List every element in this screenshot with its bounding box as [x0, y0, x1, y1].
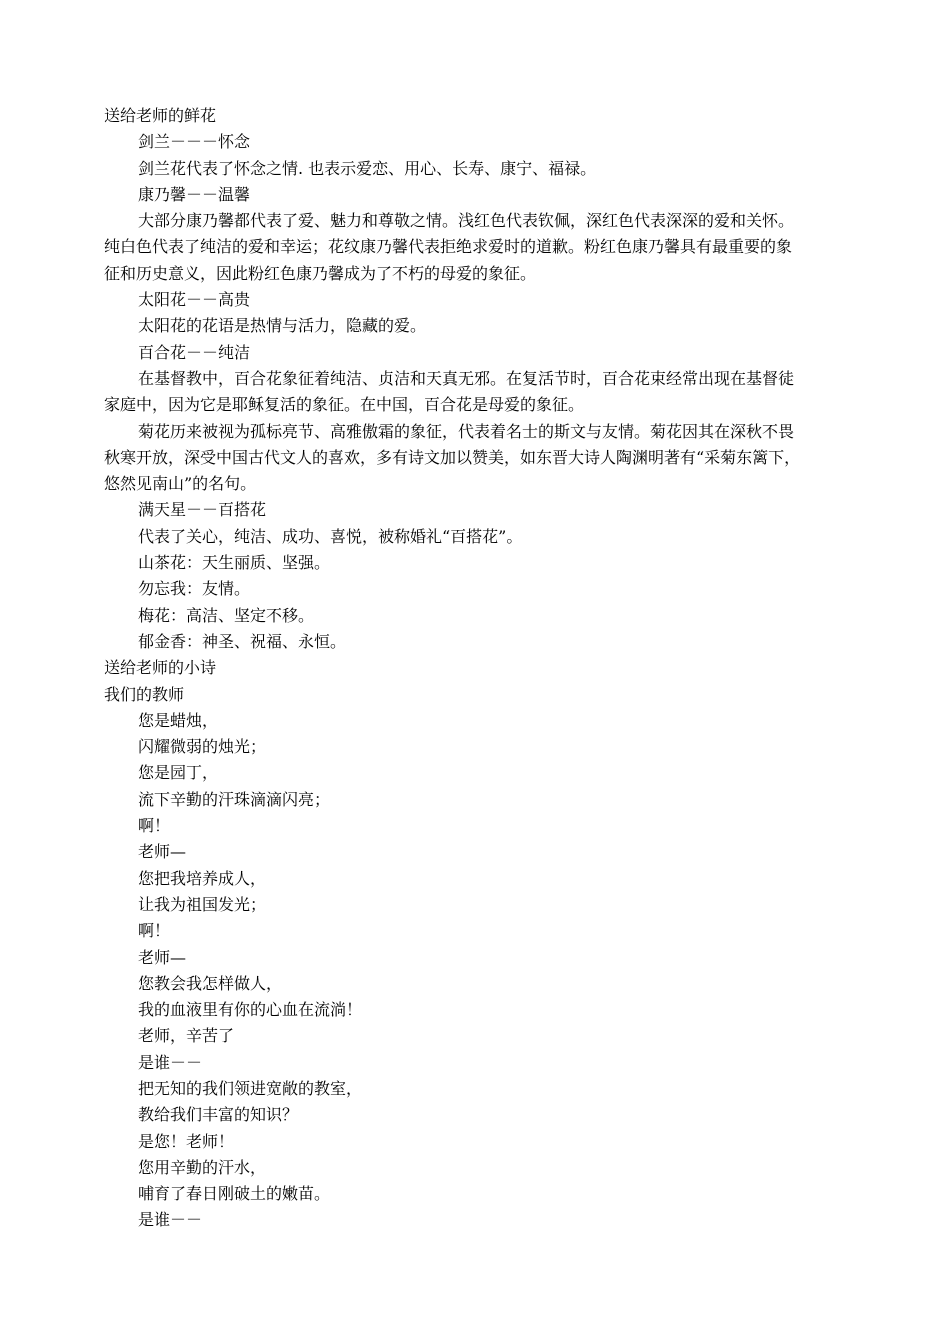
text-line: 您把我培养成人， [138, 868, 267, 888]
text-line: 您教会我怎样做人， [138, 973, 283, 993]
text-line: 代表了关心，纯洁、成功、喜悦，被称婚礼“百搭花”。 [138, 526, 523, 546]
text-line: 家庭中，因为它是耶稣复活的象征。在中国，百合花是母爱的象征。 [104, 395, 585, 415]
text-line: 菊花历来被视为孤标亮节、高雅傲霜的象征，代表着名士的斯文与友情。菊花因其在深秋不畏 [138, 421, 795, 441]
text-line: 是您！老师！ [138, 1131, 235, 1151]
text-line: 勿忘我：友情。 [138, 579, 251, 599]
text-line: 您用辛勤的汗水， [138, 1157, 267, 1177]
text-line: 太阳花－－高贵 [138, 290, 251, 310]
text-line: 教给我们丰富的知识？ [138, 1105, 299, 1125]
text-line: 老师— [138, 947, 187, 967]
text-line: 送给老师的鲜花 [104, 106, 217, 125]
document-page [104, 103, 850, 1234]
text-line: 流下辛勤的汗珠滴滴闪亮； [138, 789, 331, 809]
text-line: 送给老师的小诗 [104, 658, 217, 678]
text-line: 我的血液里有你的心血在流淌！ [138, 1000, 363, 1020]
text-line: 啊！ [138, 921, 171, 941]
text-line: 在基督教中，百合花象征着纯洁、贞洁和天真无邪。在复活节时，百合花束经常出现在基督徒 [138, 368, 795, 388]
text-line: 梅花：高洁、坚定不移。 [138, 605, 315, 625]
text-line: 老师，辛苦了 [138, 1026, 235, 1046]
text-line: 满天星－－百搭花 [138, 500, 267, 520]
text-line: 山茶花：天生丽质、坚强。 [138, 553, 331, 573]
text-line: 郁金香：神圣、祝福、永恒。 [138, 631, 347, 651]
text-line: 哺育了春日刚破土的嫩苗。 [138, 1184, 331, 1204]
text-line: 是谁－－ [138, 1210, 203, 1230]
text-line: 您是蜡烛， [138, 710, 219, 730]
text-line: 我们的教师 [104, 684, 185, 704]
text-line: 百合花－－纯洁 [138, 342, 251, 362]
text-line: 让我为祖国发光； [138, 894, 267, 914]
text-line: 把无知的我们领进宽敞的教室， [138, 1078, 363, 1098]
text-line: 大部分康乃馨都代表了爱、魅力和尊敬之情。浅红色代表钦佩，深红色代表深深的爱和关怀。 [138, 211, 795, 231]
text-line: 您是园丁， [138, 763, 219, 783]
text-line: 剑兰花代表了怀念之情. 也表示爱恋、用心、长寿、康宁、福禄。 [138, 158, 597, 178]
text-line: 征和历史意义，因此粉红色康乃馨成为了不朽的母爱的象征。 [104, 263, 537, 283]
text-line: 是谁－－ [138, 1052, 203, 1072]
text-line: 悠然见南山”的名句。 [104, 474, 257, 494]
text-line: 老师— [138, 842, 187, 862]
text-line: 闪耀微弱的烛光； [138, 737, 267, 757]
text-line: 康乃馨－－温馨 [138, 184, 251, 204]
text-line: 啊！ [138, 816, 171, 836]
text-line: 纯白色代表了纯洁的爱和幸运；花纹康乃馨代表拒绝求爱时的道歉。粉红色康乃馨具有最重要的象 [104, 237, 793, 257]
text-line: 秋寒开放，深受中国古代文人的喜欢，多有诗文加以赞美，如东晋大诗人陶渊明著有“采菊东篱下， [104, 447, 801, 467]
text-line: 剑兰－－－怀念 [138, 132, 251, 152]
text-line: 太阳花的花语是热情与活力，隐藏的爱。 [138, 316, 427, 336]
